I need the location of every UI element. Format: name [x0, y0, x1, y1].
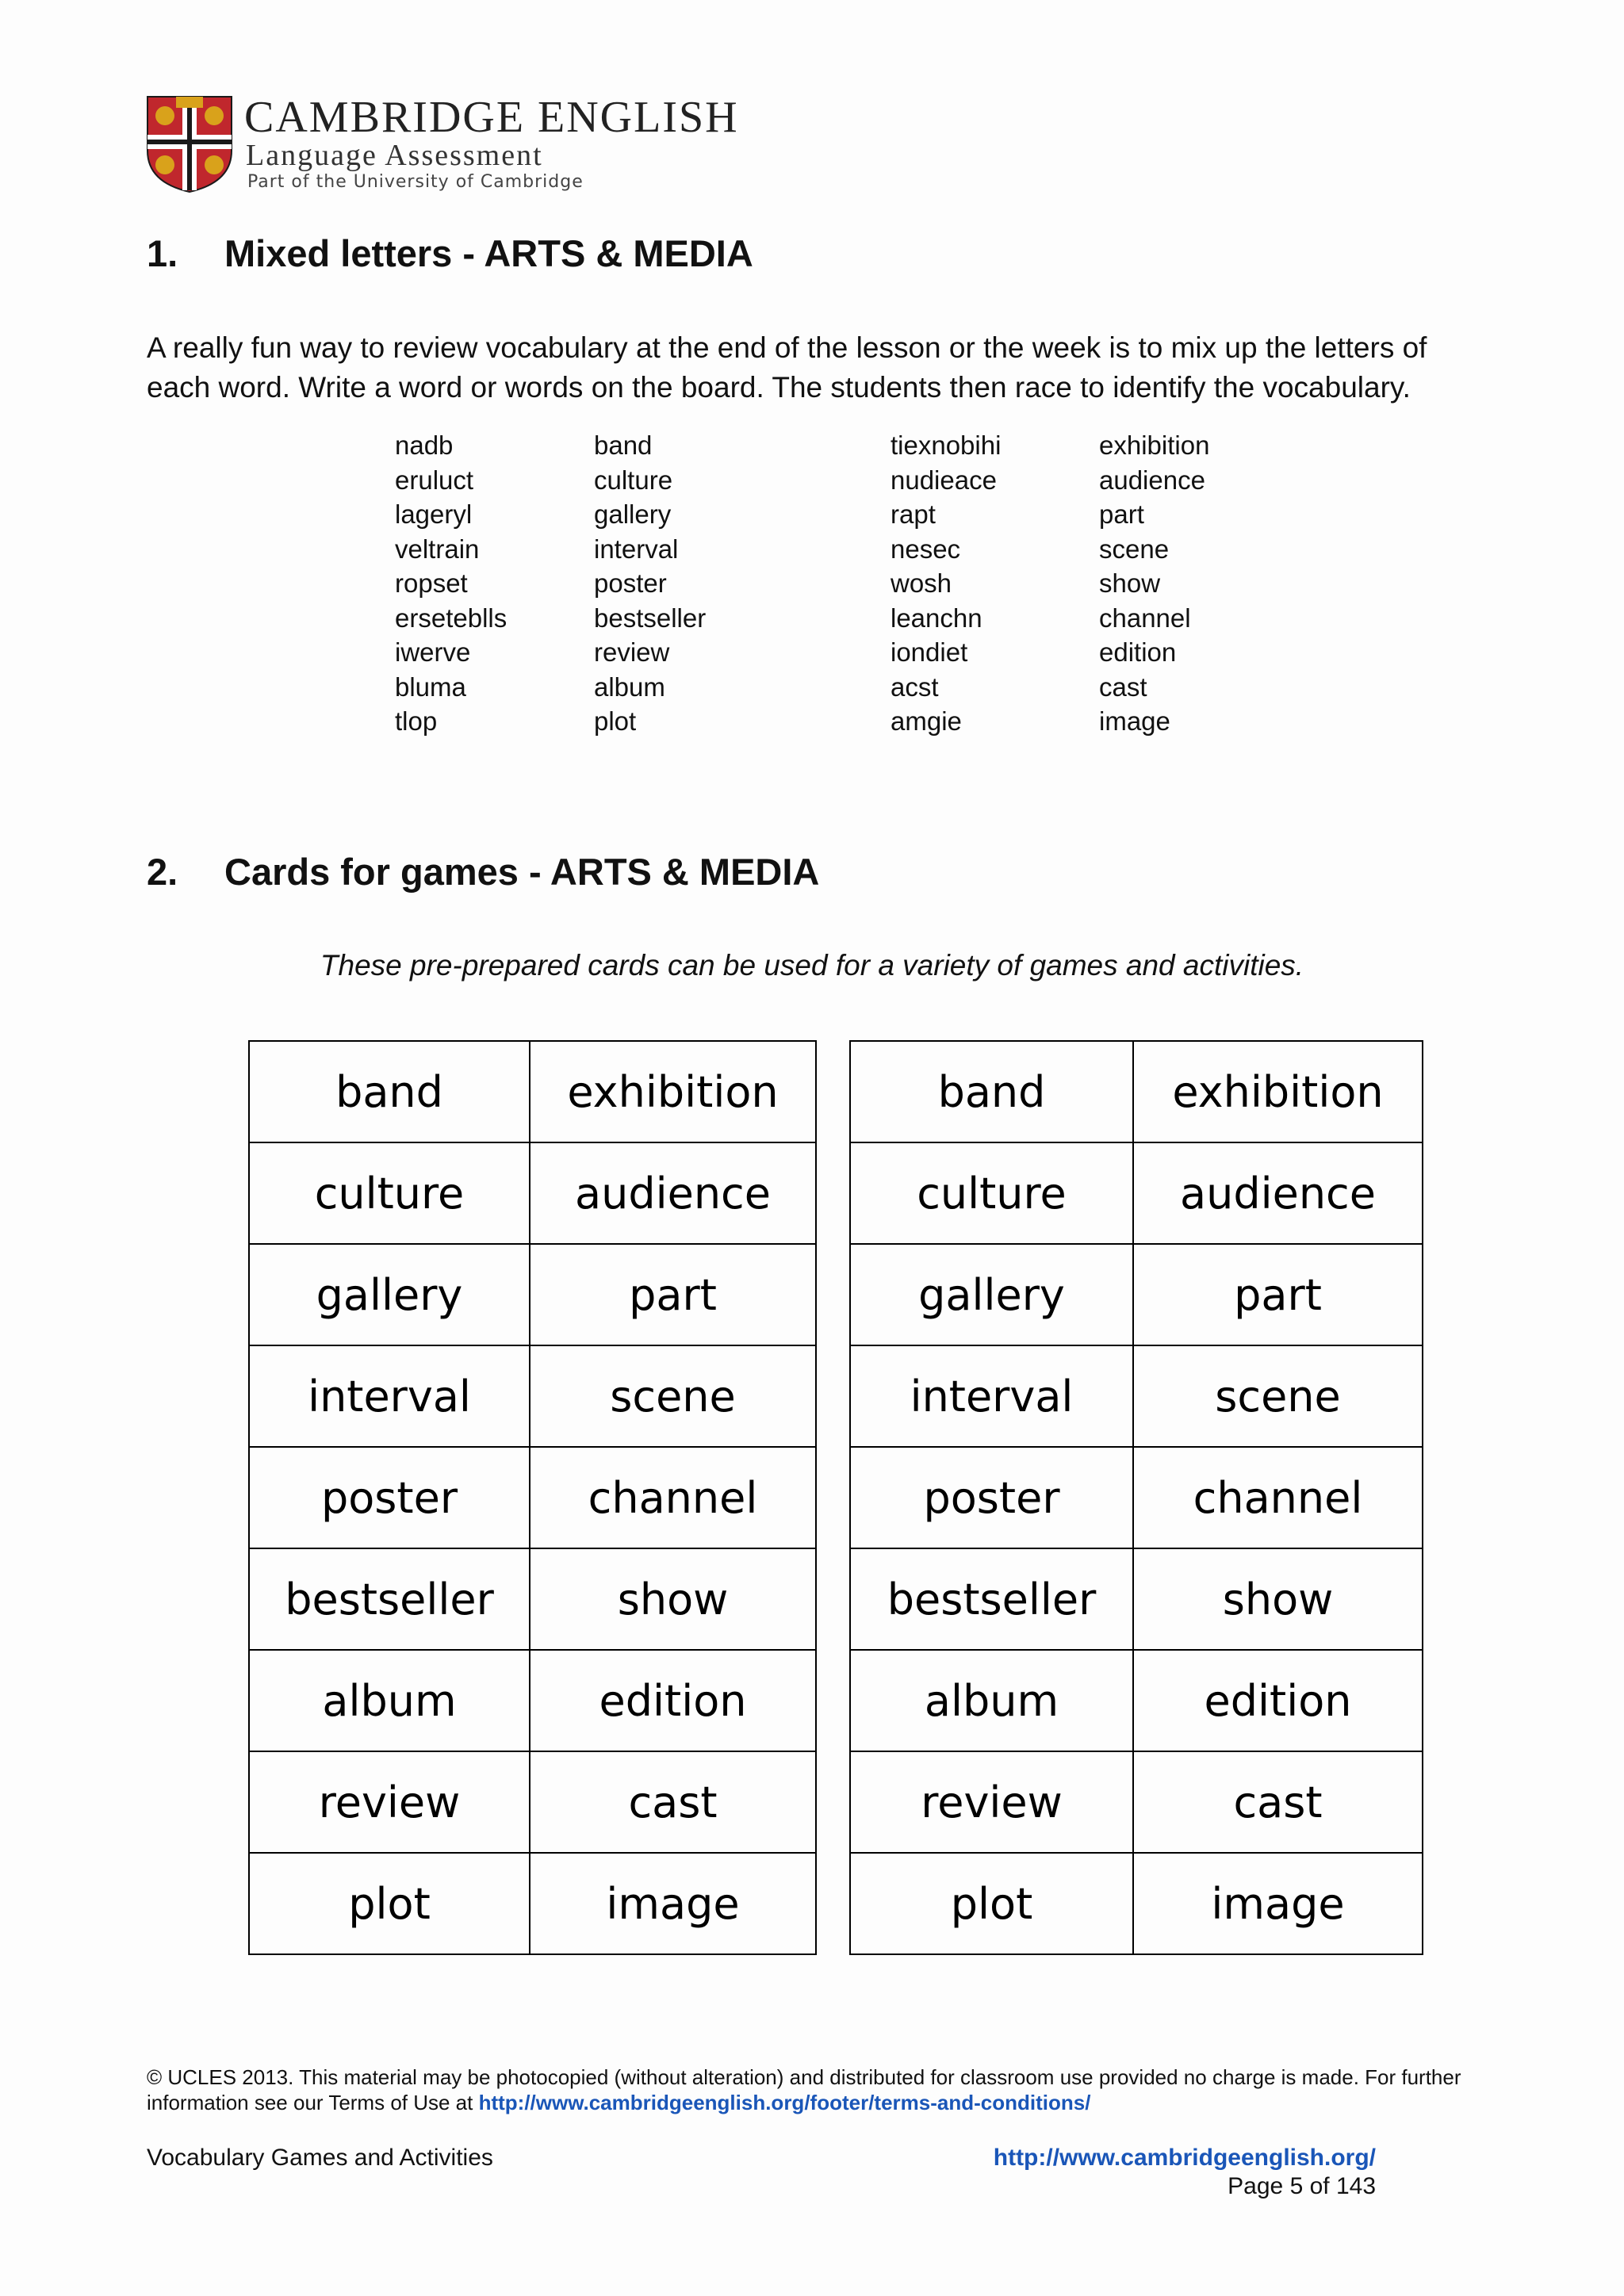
answer-column-1: [594, 428, 706, 739]
scrambled-word: amgie: [891, 706, 962, 736]
scrambled-word: eruluct: [395, 465, 474, 495]
brand-subtitle: Language Assessment: [246, 139, 543, 172]
answer-word: review: [594, 637, 670, 667]
word-card: show: [530, 1548, 816, 1650]
scrambled-word: iondiet: [891, 637, 968, 667]
card-row: [850, 1650, 1423, 1751]
card-row: [850, 1244, 1423, 1345]
word-card: show: [1133, 1548, 1423, 1650]
card-row: [249, 1650, 816, 1751]
answer-word: album: [594, 672, 665, 702]
scrambled-word: tlop: [395, 706, 438, 736]
answer-word: cast: [1099, 672, 1147, 702]
answer-word: audience: [1099, 465, 1205, 495]
section1-number: 1.: [147, 232, 178, 274]
scrambled-word: erseteblls: [395, 603, 508, 633]
answer-word: gallery: [594, 499, 672, 529]
scrambled-word: veltrain: [395, 534, 480, 564]
word-card: channel: [530, 1447, 816, 1548]
word-card: image: [530, 1853, 816, 1954]
card-row: [850, 1751, 1423, 1853]
word-card: gallery: [249, 1244, 530, 1345]
card-row: [249, 1244, 816, 1345]
word-card: scene: [1133, 1345, 1423, 1447]
card-table-right: [849, 1040, 1423, 1955]
scrambled-word: ropset: [395, 568, 468, 598]
mixed-letters-wordlist: [395, 428, 1346, 745]
word-card: album: [249, 1650, 530, 1751]
word-card: plot: [249, 1853, 530, 1954]
word-card: poster: [249, 1447, 530, 1548]
scrambled-word: leanchn: [891, 603, 982, 633]
card-row: [850, 1447, 1423, 1548]
card-row: [249, 1751, 816, 1853]
card-row: [249, 1345, 816, 1447]
scrambled-column-1: [395, 428, 507, 739]
scrambled-word: rapt: [891, 499, 936, 529]
section1-heading: [147, 232, 1257, 276]
scrambled-word: nesec: [891, 534, 961, 564]
word-card: scene: [530, 1345, 816, 1447]
answer-word: bestseller: [594, 603, 707, 633]
scrambled-word: acst: [891, 672, 939, 702]
page-number: Page 5 of 143: [1228, 2173, 1376, 2199]
word-card: bestseller: [850, 1548, 1133, 1650]
word-card: album: [850, 1650, 1133, 1751]
card-row: [850, 1142, 1423, 1244]
answer-word: scene: [1099, 534, 1170, 564]
scrambled-word: lageryl: [395, 499, 473, 529]
word-card: bestseller: [249, 1548, 530, 1650]
word-card: part: [1133, 1244, 1423, 1345]
scrambled-column-2: [891, 428, 1001, 739]
section1-intro: A really fun way to review vocabulary at the end of the lesson or the week is to mix up the letters of each word. Write a word or words on the board. The students then race to identify the vocabulary.: [147, 331, 1427, 404]
cambridge-english-logo: [146, 94, 796, 197]
brand-tagline: Part of the University of Cambridge: [247, 172, 584, 192]
card-row: [850, 1548, 1423, 1650]
answer-word: channel: [1099, 603, 1191, 633]
answer-word: part: [1099, 499, 1144, 529]
word-card: channel: [1133, 1447, 1423, 1548]
scrambled-word: bluma: [395, 672, 466, 702]
cards-note: These pre-prepared cards can be used for a variety of games and activities.: [320, 949, 1304, 982]
scrambled-word: nadb: [395, 430, 454, 460]
footer-right: [994, 2144, 1376, 2201]
word-card: part: [530, 1244, 816, 1345]
word-card: exhibition: [530, 1041, 816, 1142]
section2-heading: [147, 850, 1257, 894]
word-card: exhibition: [1133, 1041, 1423, 1142]
word-card: interval: [850, 1345, 1133, 1447]
word-card: review: [850, 1751, 1133, 1853]
section1-title: Mixed letters - ARTS & MEDIA: [224, 232, 753, 274]
card-table-left: [248, 1040, 817, 1955]
cambridge-shield-icon: [146, 95, 233, 193]
word-card: image: [1133, 1853, 1423, 1954]
card-row: [249, 1041, 816, 1142]
answer-word: poster: [594, 568, 667, 598]
section2-number: 2.: [147, 851, 178, 893]
word-card: culture: [850, 1142, 1133, 1244]
word-card: culture: [249, 1142, 530, 1244]
copyright-text: © UCLES 2013. This material may be photocopied (without alteration) and distributed for classroom use provided no charge is made. For further information see our Terms of Use at: [147, 2065, 1461, 2114]
word-card: edition: [530, 1650, 816, 1751]
scrambled-word: wosh: [891, 568, 952, 598]
word-card: gallery: [850, 1244, 1133, 1345]
answer-column-2: [1099, 428, 1209, 739]
card-row: [249, 1548, 816, 1650]
answer-word: band: [594, 430, 653, 460]
scrambled-word: nudieace: [891, 465, 997, 495]
document-title: Vocabulary Games and Activities: [147, 2145, 493, 2171]
answer-word: image: [1099, 706, 1170, 736]
card-row: [850, 1345, 1423, 1447]
word-card: plot: [850, 1853, 1133, 1954]
word-card: band: [850, 1041, 1133, 1142]
card-row: [249, 1447, 816, 1548]
word-card: interval: [249, 1345, 530, 1447]
word-card: band: [249, 1041, 530, 1142]
word-card: review: [249, 1751, 530, 1853]
scrambled-word: iwerve: [395, 637, 471, 667]
answer-word: culture: [594, 465, 673, 495]
brand-name: CAMBRIDGE ENGLISH: [244, 93, 739, 142]
answer-word: plot: [594, 706, 637, 736]
copyright-notice: [147, 2064, 1495, 2115]
answer-word: edition: [1099, 637, 1177, 667]
word-card: edition: [1133, 1650, 1423, 1751]
card-row: [249, 1142, 816, 1244]
word-card: cast: [1133, 1751, 1423, 1853]
word-card: audience: [1133, 1142, 1423, 1244]
card-row: [850, 1041, 1423, 1142]
terms-link[interactable]: http://www.cambridgeenglish.org/footer/terms-and-conditions/: [478, 2091, 1091, 2114]
card-row: [850, 1853, 1423, 1954]
scrambled-word: tiexnobihi: [891, 430, 1002, 460]
site-link[interactable]: http://www.cambridgeenglish.org/: [993, 2145, 1376, 2171]
answer-word: exhibition: [1099, 430, 1210, 460]
card-row: [249, 1853, 816, 1954]
answer-word: interval: [594, 534, 679, 564]
word-card: cast: [530, 1751, 816, 1853]
word-card: poster: [850, 1447, 1133, 1548]
section2-title: Cards for games - ARTS & MEDIA: [224, 851, 820, 893]
word-card: audience: [530, 1142, 816, 1244]
answer-word: show: [1099, 568, 1161, 598]
